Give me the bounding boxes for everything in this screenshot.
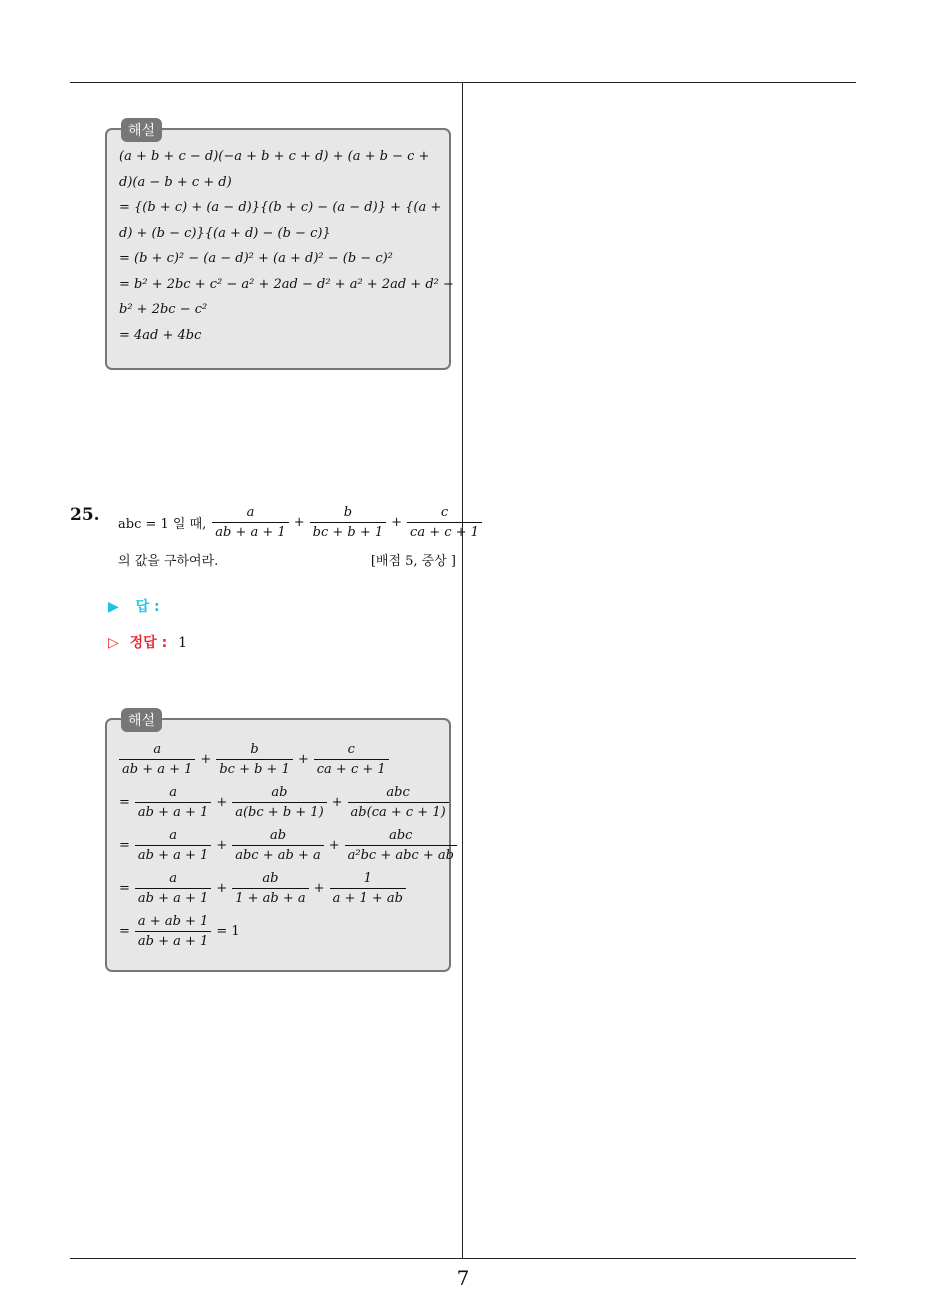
page-number: 7: [456, 1266, 470, 1290]
plus-sign: +: [391, 515, 403, 530]
solution-line: d)(a − b + c + d): [119, 174, 232, 190]
solution-box-1: [105, 123, 454, 370]
fraction-numerator: abc: [386, 785, 410, 800]
solution-line: b² + 2bc − c²: [119, 302, 208, 317]
fraction-denominator: a + 1 + ab: [330, 888, 406, 906]
fraction: [314, 742, 389, 777]
solution-row: [119, 867, 439, 910]
plus-sign: +: [313, 881, 325, 896]
plus-sign: +: [216, 881, 228, 896]
fraction: [119, 742, 195, 777]
fraction: [330, 871, 406, 906]
fraction: [345, 828, 457, 863]
correct-answer-row: [108, 632, 187, 652]
fraction-numerator: abc: [389, 828, 413, 843]
correct-label: 정답 :: [129, 635, 168, 651]
question-condition: abc = 1 일 때,: [118, 517, 207, 532]
question-terms: [212, 505, 482, 540]
answer-row: [108, 596, 160, 616]
fraction: [212, 505, 288, 540]
equals-sign: =: [119, 881, 130, 896]
fraction-denominator: ab + a + 1: [135, 845, 211, 863]
fraction-numerator: a: [153, 742, 162, 757]
column-divider: [462, 83, 463, 1259]
equals-sign: =: [119, 795, 130, 810]
solution-line: = 4ad + 4bc: [119, 327, 202, 343]
fraction: [232, 828, 324, 863]
solution-row: [119, 824, 454, 867]
fraction: [310, 505, 387, 540]
fraction-denominator: ab + a + 1: [212, 522, 288, 540]
plus-sign: +: [293, 515, 305, 530]
solution-box-2: [105, 713, 454, 972]
fraction-denominator: bc + b + 1: [216, 759, 293, 777]
fraction-numerator: ab: [269, 828, 287, 843]
plus-sign: +: [200, 752, 212, 767]
solution-tag: 해설: [121, 118, 162, 142]
fraction-denominator: bc + b + 1: [310, 522, 387, 540]
fraction: [135, 871, 211, 906]
solution-tag: 해설: [121, 708, 162, 732]
fraction-numerator: c: [347, 742, 355, 757]
fraction-denominator: 1 + ab + a: [232, 888, 308, 906]
fraction-numerator: a: [169, 785, 177, 800]
fraction: [135, 785, 211, 820]
fraction-denominator: ab(ca + c + 1): [348, 802, 449, 820]
question-instruction-text: 의 값을 구하여라.: [118, 554, 219, 569]
fraction-denominator: a²bc + abc + ab: [345, 845, 457, 863]
solution-line: (a + b + c − d)(−a + b + c + d) + (a + b − c +: [119, 149, 430, 164]
fraction-numerator: b: [250, 742, 259, 757]
fraction: [407, 505, 482, 540]
fraction-denominator: abc + ab + a: [232, 845, 324, 863]
fraction: [135, 828, 211, 863]
equals-sign: =: [119, 924, 130, 939]
fraction-numerator: a: [246, 505, 255, 520]
solution-line: d) + (b − c)}{(a + d) − (b − c)}: [119, 225, 331, 241]
fraction-numerator: c: [440, 505, 449, 520]
plus-sign: +: [331, 795, 343, 810]
equals-sign: =: [119, 838, 130, 853]
plus-sign: +: [216, 795, 228, 810]
fraction-denominator: ab + a + 1: [135, 888, 211, 906]
fraction-denominator: ca + c + 1: [314, 759, 389, 777]
plus-sign: +: [216, 838, 228, 853]
solution-line: = {(b + c) + (a − d)}{(b + c) − (a − d)} + {(a +: [119, 200, 442, 215]
fraction-numerator: a: [169, 828, 177, 843]
result: = 1: [216, 924, 240, 939]
fraction: [348, 785, 449, 820]
solution-row: [119, 910, 439, 953]
fraction-numerator: b: [343, 505, 353, 520]
fraction-numerator: a: [169, 871, 177, 886]
filled-triangle-icon: ▶: [108, 599, 119, 615]
solution-row: [119, 738, 439, 781]
fraction-numerator: ab: [262, 871, 279, 886]
solution-row: [119, 781, 446, 824]
question-instruction: [118, 550, 456, 569]
fraction-numerator: ab: [271, 785, 288, 800]
question-points: [배점 5, 중상 ]: [370, 554, 456, 569]
question-expression: [118, 505, 482, 540]
solution-line: = b² + 2bc + c² − a² + 2ad − d² + a² + 2ad + d² −: [119, 276, 454, 292]
plus-sign: +: [297, 752, 309, 767]
fraction-denominator: a(bc + b + 1): [232, 802, 326, 820]
fraction-numerator: a + ab + 1: [137, 914, 209, 929]
plus-sign: +: [328, 838, 340, 853]
bottom-rule: [70, 1258, 856, 1259]
answer-label: 답 :: [135, 599, 160, 615]
solution-1-lines: [119, 144, 454, 348]
fraction-denominator: ab + a + 1: [135, 931, 211, 949]
fraction: [216, 742, 293, 777]
outline-triangle-icon: ▷: [108, 635, 119, 651]
correct-value: 1: [178, 635, 187, 651]
fraction-numerator: 1: [363, 871, 372, 886]
top-rule: [70, 82, 856, 83]
fraction-denominator: ca + c + 1: [407, 522, 482, 540]
solution-line: = (b + c)² − (a − d)² + (a + d)² − (b − c)²: [119, 251, 393, 266]
fraction-denominator: ab + a + 1: [135, 802, 211, 820]
fraction: [135, 914, 211, 949]
solution-2-rows: [119, 738, 454, 953]
fraction: [232, 871, 308, 906]
fraction: [232, 785, 326, 820]
question-number: 25.: [70, 505, 100, 525]
fraction-denominator: ab + a + 1: [119, 759, 195, 777]
